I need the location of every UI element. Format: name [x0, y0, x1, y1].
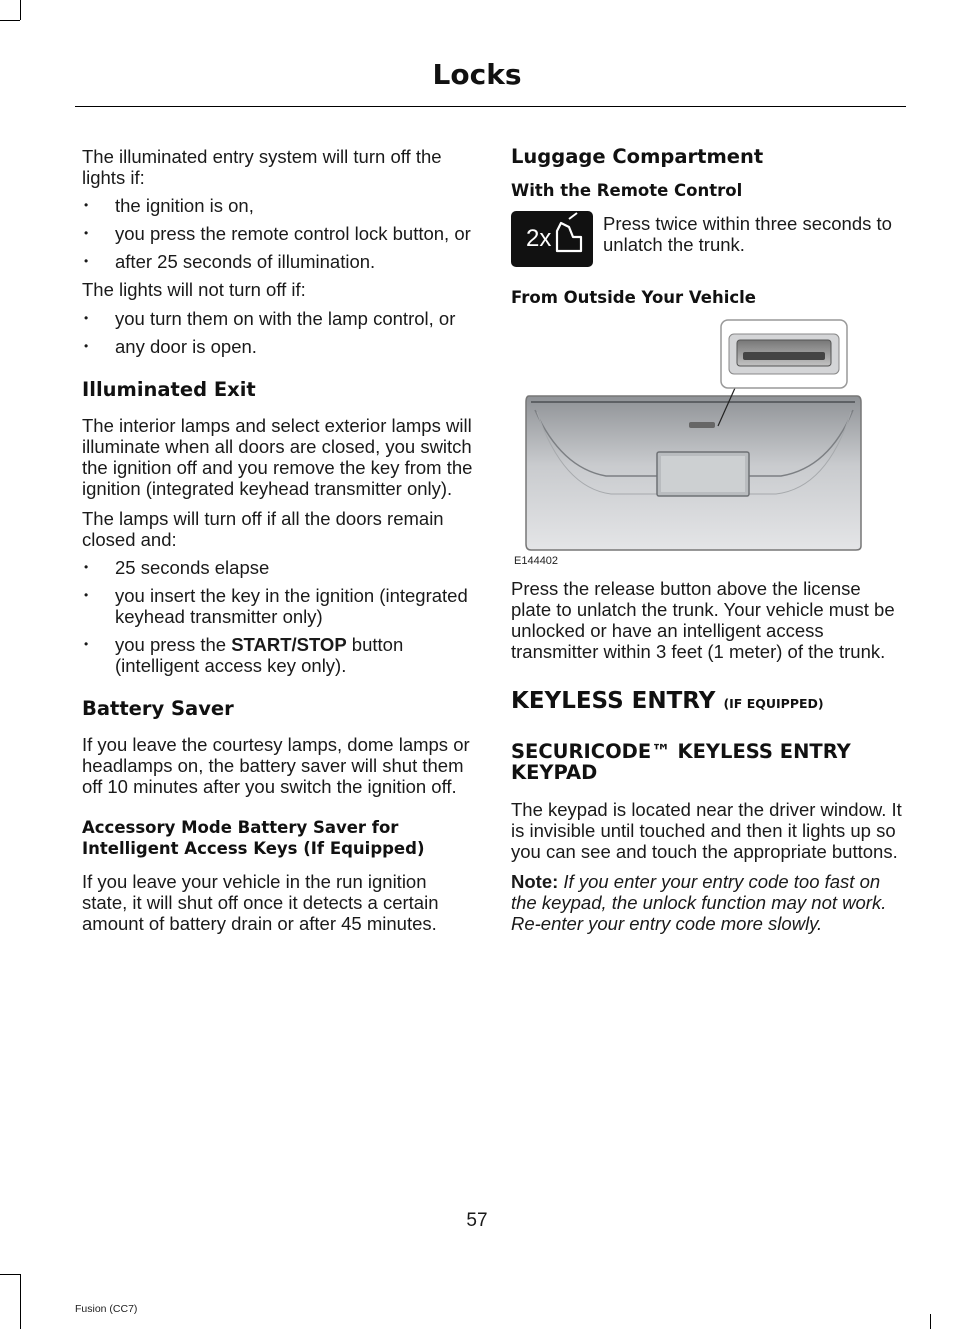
list-item: • 25 seconds elapse [82, 557, 474, 578]
list-item-text: you press the [115, 634, 232, 655]
outside-instruction-text: Press the release button above the license plate to unlatch the trunk. Your vehicle must be unlocked or have an intelligent access transmitter within 3 feet (1 meter) of the trunk. [511, 578, 895, 662]
keypad-body: The keypad is located near the driver window. It is invisible until touched and then it lights up so you can see and touch the appropriate buttons. [511, 799, 902, 862]
list-item: • after 25 seconds of illumination. [82, 251, 474, 272]
sub-heading-outside: From Outside Your Vehicle [511, 288, 756, 307]
section-heading-illuminated-exit: Illuminated Exit [82, 378, 256, 401]
figure-code: E144402 [514, 555, 559, 567]
section-heading-luggage: Luggage Compartment [511, 145, 764, 168]
remote-instruction [511, 211, 904, 267]
illuminated-exit-body: The interior lamps and select exterior lamps will illuminate when all doors are closed, you switch the ignition off and you remove the key from the ignition (integrated keyhead transmitter only). [82, 415, 473, 499]
crop-mark [20, 1274, 21, 1329]
section-heading-securicode: SECURICODE™ KEYLESS ENTRY KEYPAD [511, 740, 851, 784]
page-number: 57 [466, 1210, 488, 1231]
list-item: • any door is open. [82, 336, 474, 357]
remote-instruction-text: Press twice within three seconds to unlatch the trunk. [603, 213, 892, 255]
accessory-mode-body: If you leave your vehicle in the run ignition state, it will shut off once it detects a certain amount of battery drain or after 45 minutes. [82, 871, 439, 934]
start-stop-label: START/STOP [231, 634, 347, 655]
keyless-heading-suffix: (IF EQUIPPED) [723, 696, 824, 711]
right-column [511, 146, 904, 934]
list-item-text: button (intelligent access key only). [115, 634, 404, 676]
crop-mark [0, 1274, 20, 1275]
left-column [82, 146, 474, 934]
not-turn-off-list [82, 308, 474, 357]
lamps-off-list [82, 557, 474, 676]
list-item: • the ignition is on, [82, 195, 474, 216]
sub-heading-accessory-mode: Accessory Mode Battery Saver for Intelligent Access Keys (If Equipped) [82, 818, 425, 858]
trunk-open-icon [511, 211, 593, 267]
remote-icon-label: 2x [526, 225, 552, 252]
footer-model: Fusion (CC7) [75, 1303, 138, 1315]
turn-off-list [82, 195, 474, 272]
battery-saver-body: If you leave the courtesy lamps, dome lamps or headlamps on, the battery saver will shut them off 10 minutes after you switch the ignition off. [82, 734, 470, 797]
section-heading-battery-saver: Battery Saver [82, 697, 234, 720]
note-text: If you enter your entry code too fast on the keypad, the unlock function may not work. Re-enter your entry code more slowly. [511, 871, 887, 934]
trunk-release-illustration [511, 318, 904, 576]
crop-mark [930, 1314, 931, 1329]
list-item: • you turn them on with the lamp control, or [82, 308, 474, 329]
keyless-heading-text: KEYLESS ENTRY [511, 688, 716, 714]
crop-mark [0, 20, 20, 21]
list-item [82, 634, 474, 676]
crop-mark [20, 0, 21, 20]
keypad-note [511, 871, 904, 934]
page-title: Locks [432, 58, 522, 91]
section-heading-keyless-entry [511, 688, 904, 717]
list-item: • you press the remote control lock button, or [82, 223, 474, 244]
sub-heading-remote: With the Remote Control [511, 181, 743, 200]
lamps-off-intro: The lamps will turn off if all the doors remain closed and: [82, 508, 444, 550]
header-divider [75, 106, 906, 107]
intro-text: The illuminated entry system will turn off the lights if: [82, 146, 442, 188]
trunk-illustration-svg [511, 318, 904, 576]
not-off-intro: The lights will not turn off if: [82, 279, 306, 300]
list-item: • you insert the key in the ignition (integrated keyhead transmitter only) [82, 585, 474, 627]
note-label: Note: [511, 871, 559, 892]
